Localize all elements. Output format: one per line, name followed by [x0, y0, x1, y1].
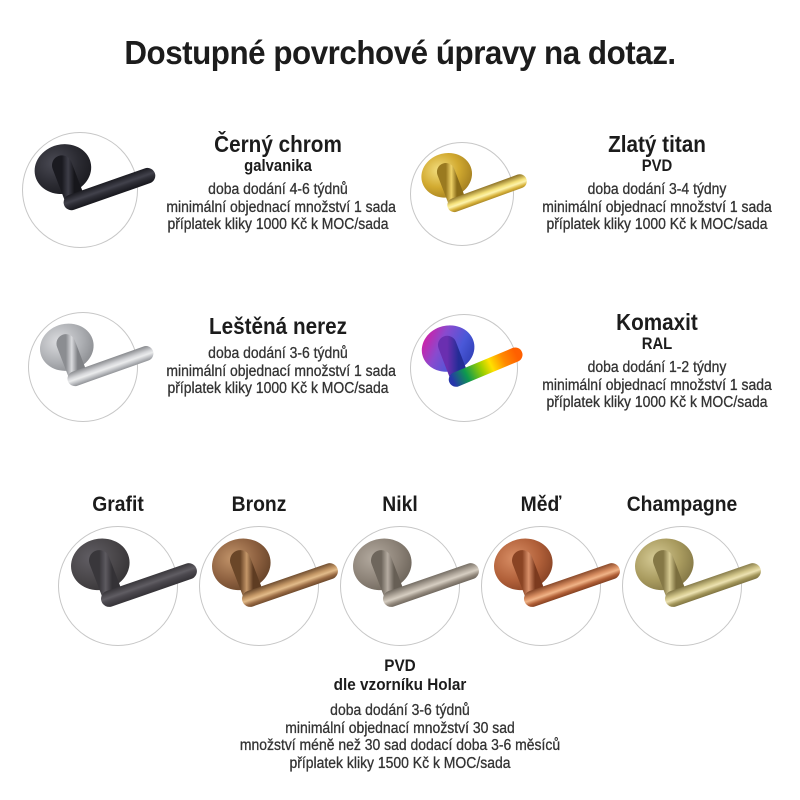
finish-details [166, 345, 396, 398]
finish-section-komaxit [398, 304, 788, 464]
swatch-label: Grafit [92, 493, 144, 516]
handle-photo-circle [622, 526, 742, 646]
finish-text-block [166, 131, 396, 234]
finish-detail-line: doba dodání 3-4 týdny [587, 181, 727, 198]
swatch-label: Nikl [382, 493, 418, 516]
door-handle-image [29, 313, 137, 421]
finish-section-cerny-chrom [18, 126, 408, 286]
finish-text-block [539, 132, 775, 234]
handle-photo-circle [58, 526, 178, 646]
footer-detail-line: minimální objednací množství 30 sad [285, 719, 515, 737]
finish-detail-line: příplatek kliky 1000 Kč k MOC/sada [546, 394, 768, 412]
footer-detail-line: množství méně než 30 sad dodací doba 3-6 měsíců [239, 737, 561, 755]
footer-detail-line: doba dodání 3-6 týdnů [330, 702, 470, 719]
door-handle-image [200, 527, 318, 645]
handle-photo-circle [199, 526, 319, 646]
handle-photo-circle [410, 314, 518, 422]
door-handle-image [411, 143, 513, 245]
finish-text-block [166, 313, 396, 398]
finish-detail-line: minimální objednací množství 1 sada [166, 198, 396, 216]
door-handle-image [482, 527, 600, 645]
finish-subtitle: galvanika [244, 157, 312, 175]
finish-name: Leštěná nerez [208, 313, 348, 339]
finish-name: Komaxit [616, 309, 698, 335]
swatch-grafit [53, 492, 183, 646]
finish-details [166, 181, 396, 234]
door-handle-image [623, 527, 741, 645]
finish-detail-line: doba dodání 3-6 týdnů [208, 345, 348, 362]
handle-photo-circle [481, 526, 601, 646]
footer-pvd-block [211, 656, 589, 772]
finish-detail-line: minimální objednací množství 1 sada [166, 362, 396, 380]
finish-details [539, 181, 775, 234]
page-title: Dostupné povrchové úpravy na dotaz. [124, 34, 676, 71]
finish-section-lestena-nerez [18, 304, 408, 464]
color-swatch-row [53, 492, 747, 646]
finish-subtitle: PVD [641, 157, 673, 175]
footer-title: PVD [384, 656, 416, 675]
finish-text-block [539, 310, 775, 412]
finish-detail-line: minimální objednací množství 1 sada [542, 376, 772, 394]
finish-detail-line: příplatek kliky 1000 Kč k MOC/sada [167, 216, 389, 234]
handle-photo-circle [410, 142, 514, 246]
finish-subtitle: RAL [641, 335, 673, 353]
handle-photo-circle [340, 526, 460, 646]
swatch-label: Měď [520, 493, 562, 516]
swatch-bronz [194, 492, 324, 646]
handle-photo-circle [22, 132, 138, 248]
footer-detail-line: příplatek kliky 1500 Kč k MOC/sada [289, 754, 511, 772]
handle-photo-circle [28, 312, 138, 422]
swatch-nikl [335, 492, 465, 646]
finish-detail-line: doba dodání 4-6 týdnů [208, 181, 348, 198]
swatch-champagne [617, 492, 747, 646]
swatch-label: Bronz [231, 493, 287, 516]
swatch-label: Champagne [626, 493, 738, 516]
door-handle-image [23, 133, 137, 247]
finish-name: Černý chrom [214, 131, 342, 157]
footer-details [211, 702, 589, 772]
door-handle-image [59, 527, 177, 645]
finish-detail-line: příplatek kliky 1000 Kč k MOC/sada [546, 216, 768, 234]
finish-detail-line: doba dodání 1-2 týdny [587, 359, 727, 376]
door-handle-image [411, 315, 517, 421]
door-handle-image [341, 527, 459, 645]
finish-detail-line: příplatek kliky 1000 Kč k MOC/sada [167, 380, 389, 398]
swatch-med [476, 492, 606, 646]
footer-subtitle: dle vzorníku Holar [333, 675, 467, 694]
finish-details [539, 359, 775, 412]
finish-name: Zlatý titan [608, 131, 706, 157]
finish-section-zlaty-titan [398, 126, 788, 286]
finish-detail-line: minimální objednací množství 1 sada [542, 198, 772, 216]
